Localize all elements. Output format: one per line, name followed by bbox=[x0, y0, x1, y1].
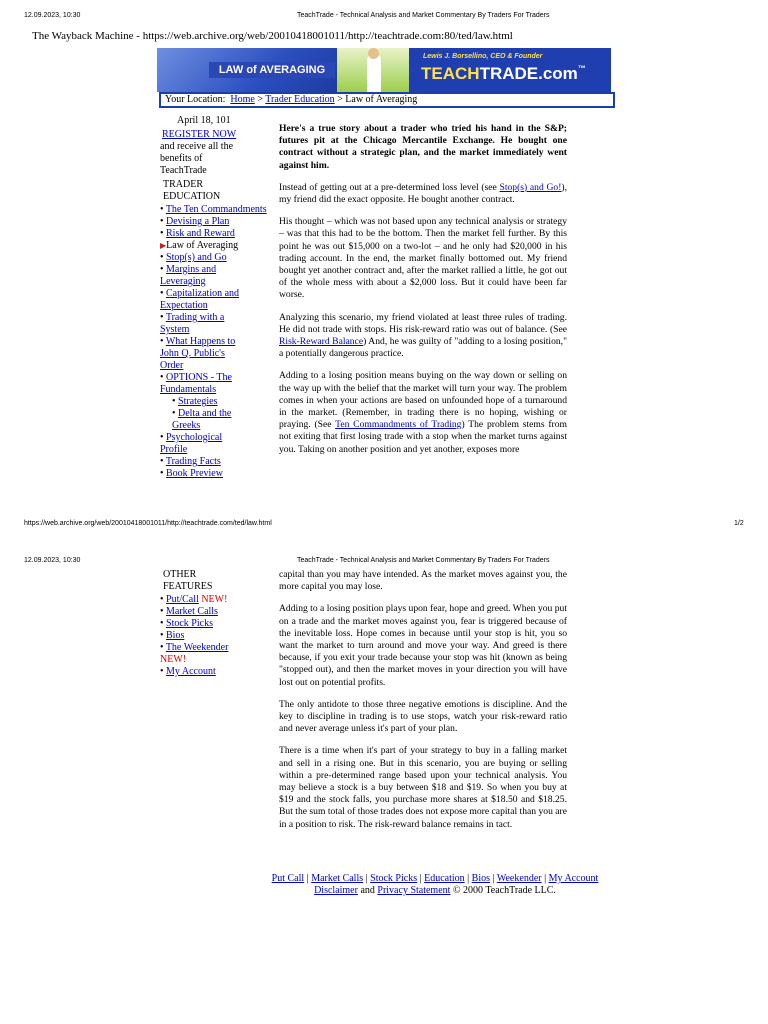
nav-link[interactable]: What Happens to John Q. Public's Order bbox=[160, 336, 236, 371]
nav-item-stock-picks[interactable]: • Stock Picks bbox=[160, 618, 213, 629]
nav-item-book-preview[interactable]: • Book Preview bbox=[160, 468, 223, 479]
print-page-number: 1/2 bbox=[734, 520, 744, 527]
nav-item-bios[interactable]: • Bios bbox=[160, 630, 185, 641]
risk-reward-link[interactable]: Risk-Reward Balance bbox=[279, 336, 364, 348]
nav-item-psych-profile[interactable]: • Psychological Profile bbox=[160, 432, 223, 455]
nav-current-label: Law of Averaging bbox=[166, 240, 239, 251]
nav-item-devising-plan[interactable]: • Devising a Plan bbox=[160, 216, 230, 227]
nav-link[interactable]: My Account bbox=[166, 666, 216, 677]
breadcrumb-sep: > bbox=[257, 94, 263, 105]
nav-item-strategies[interactable]: • Strategies bbox=[172, 396, 218, 407]
sidebar bbox=[160, 115, 270, 480]
print-doc-title: TeachTrade - Technical Analysis and Market Commentary By Traders For Traders bbox=[297, 12, 550, 19]
privacy-link[interactable]: Privacy Statement bbox=[377, 885, 451, 896]
article-paragraph: There is a time when it's part of your strategy to buy in a falling market and sell in a rising one. But in this scenario, you are buying or selling within a pre-determined range based upon your technical analysis. You may believe a stock is a buy between $18 and $19. So when you buy at $19 and the stock falls, you purchase more shares at $18.50 and $18.25. But the sum total of those trades does not expose more capital than you are in a position to risk. The risk-reward balance remains in tact. bbox=[279, 745, 567, 830]
article-body-continued bbox=[279, 569, 567, 841]
nav-item-weekender[interactable]: • The Weekender bbox=[160, 642, 229, 653]
register-link[interactable]: REGISTER NOW bbox=[162, 129, 237, 140]
text-span: Adding to a losing position means buying on the way down or selling on the way up with the belief that the market will turn your way. The problem comes in when your actions are based on unfounded hope of a turnaround in the market. (Remember, in trading there is no hoping, wishing or praying. (See bbox=[279, 370, 567, 431]
stops-and-go-link[interactable]: Stop(s) and Go! bbox=[499, 181, 562, 193]
footer-sep: | bbox=[467, 873, 470, 884]
section-other-features: OTHER FEATURES bbox=[163, 569, 213, 592]
print-url: https://web.archive.org/web/20010418001011/http://teachtrade.com/ted/law.html bbox=[24, 520, 272, 527]
footer-link-stock-picks[interactable]: Stock Picks bbox=[370, 873, 418, 884]
nav-link[interactable]: Trading with a System bbox=[160, 312, 225, 335]
text-span: ), my friend did the exact opposite. He bought another contract. bbox=[279, 181, 567, 206]
nav-item-trading-facts[interactable]: • Trading Facts bbox=[160, 456, 221, 467]
article-paragraph: Adding to a losing position plays upon fear, hope and greed. When you put on a trade and the market moves against you, fear is triggered because of the inevitable loss. Hope comes in because until your stop is hit, you so want the market to turn around and move your way. And greed is there because, if you exit your trade because your stop was hit (known as being "stopped out), and then the market moves in your direction you will have lost out on potential profits. bbox=[279, 603, 567, 688]
footer-sep: | bbox=[419, 873, 422, 884]
footer-and: and bbox=[360, 885, 375, 896]
nav-item-capitalization[interactable]: • Capitalization and Expectation bbox=[160, 288, 240, 311]
nav-link[interactable]: Margins and Leveraging bbox=[160, 264, 217, 287]
nav-link[interactable]: The Ten Commandments bbox=[165, 204, 267, 215]
page-banner bbox=[157, 48, 611, 92]
new-badge: NEW! bbox=[160, 654, 187, 665]
breadcrumb-current: Law of Averaging bbox=[345, 94, 418, 105]
nav-link[interactable]: Bios bbox=[166, 630, 185, 641]
logo-teach: TEACH bbox=[421, 64, 480, 83]
article-body bbox=[279, 123, 567, 466]
sidebar-date: April 18, 101 bbox=[177, 115, 231, 126]
banner-ceo: Lewis J. Borsellino, CEO & Founder bbox=[423, 53, 543, 60]
founder-figure bbox=[367, 54, 381, 92]
wayback-line: The Wayback Machine - https://web.archive.org/web/20010418001011/http://teachtrade.com:80/ted/law.html bbox=[32, 30, 513, 42]
text-span: ) And, he was guilty of "adding to a losing position," a potentially dangerous practice. bbox=[279, 336, 567, 360]
footer-link-weekender[interactable]: Weekender bbox=[496, 873, 542, 884]
nav-item-ten-commandments[interactable]: • The Ten Commandments bbox=[160, 204, 267, 215]
print-doc-title: TeachTrade - Technical Analysis and Market Commentary By Traders For Traders bbox=[297, 557, 550, 564]
footer-sep: | bbox=[492, 873, 495, 884]
nav-link[interactable]: OPTIONS - The Fundamentals bbox=[160, 372, 232, 395]
nav-link[interactable]: Stop(s) and Go bbox=[166, 252, 227, 263]
footer-link-market-calls[interactable]: Market Calls bbox=[311, 873, 364, 884]
footer-link-bios[interactable]: Bios bbox=[471, 873, 491, 884]
nav-item-delta-greeks[interactable]: • Delta and the Greeks bbox=[172, 408, 232, 431]
nav-link[interactable]: The Weekender bbox=[165, 642, 229, 653]
breadcrumb bbox=[159, 92, 615, 108]
nav-link[interactable]: Risk and Reward bbox=[166, 228, 235, 239]
nav-link[interactable]: Market Calls bbox=[166, 606, 218, 617]
nav-link[interactable]: Strategies bbox=[178, 396, 218, 407]
footer-link-my-account[interactable]: My Account bbox=[548, 873, 599, 884]
breadcrumb-sep: > bbox=[337, 94, 343, 105]
breadcrumb-label: Your Location: bbox=[165, 94, 226, 105]
nav-link[interactable]: Psychological Profile bbox=[160, 432, 223, 455]
banner-title: LAW of AVERAGING bbox=[209, 62, 335, 78]
text-span: ) The problem stems from not exiting that first losing trade with a stop when the market turns against you. Taking on another position and yet another, exposes more bbox=[279, 419, 567, 455]
nav-item-market-calls[interactable]: • Market Calls bbox=[160, 606, 218, 617]
founder-head bbox=[368, 48, 379, 59]
logo-trade: TRADE.com bbox=[479, 64, 578, 83]
nav-item-risk-reward[interactable]: • Risk and Reward bbox=[160, 228, 235, 239]
sidebar-other-features bbox=[160, 569, 270, 678]
article-paragraph bbox=[279, 312, 567, 361]
footer-sep: | bbox=[306, 873, 309, 884]
founder-photo bbox=[337, 48, 409, 92]
text-span: Analyzing this scenario, my friend violated at least three rules of trading. He did not trade with stops. His risk-reward ratio was out of balance. (See bbox=[279, 311, 567, 335]
banner-brand bbox=[409, 48, 611, 92]
text-span: Instead of getting out at a pre-determined loss level (see bbox=[279, 181, 500, 193]
new-badge: NEW! bbox=[201, 594, 228, 605]
disclaimer-link[interactable]: Disclaimer bbox=[314, 885, 358, 896]
footer-link-education[interactable]: Education bbox=[424, 873, 465, 884]
nav-item-john-q[interactable]: • What Happens to John Q. Public's Order bbox=[160, 336, 236, 371]
footer-sep: | bbox=[365, 873, 368, 884]
print-datetime: 12.09.2023, 10:30 bbox=[24, 557, 81, 564]
nav-link[interactable]: Trading Facts bbox=[165, 456, 221, 467]
article-paragraph: The only antidote to those three negative emotions is discipline. And the key to discipline in trading is to use stops, watch your risk-reward ratio and never average unless it's part of your plan. bbox=[279, 698, 567, 735]
breadcrumb-education[interactable]: Trader Education bbox=[265, 94, 335, 105]
footer-links bbox=[270, 873, 600, 897]
nav-link[interactable]: Delta and the Greeks bbox=[172, 408, 232, 431]
article-paragraph bbox=[279, 370, 567, 455]
breadcrumb-home[interactable]: Home bbox=[230, 94, 255, 105]
site-logo[interactable] bbox=[421, 64, 586, 84]
nav-item-trading-system[interactable]: • Trading with a System bbox=[160, 312, 225, 335]
register-note: and receive all the benefits of TeachTrade bbox=[160, 141, 234, 176]
section-trader-education: TRADER EDUCATION bbox=[163, 179, 221, 202]
article-paragraph: His thought – which was not based upon any technical analysis or strategy – was that this had to be the bottom. Then the market fell further. By this point he was out $15,000 on a two-lot – and he only had $20,000 in his trading account. In the end, the market finally bottomed out. My friend bought yet another contract and, after the market rallied a little, he got out of the whole mess with about a $2,000 loss. But it could have been far worse. bbox=[279, 216, 567, 301]
logo-tm: ™ bbox=[577, 64, 586, 73]
current-arrow-icon: ▶ bbox=[160, 241, 167, 250]
nav-link[interactable]: Capitalization and Expectation bbox=[160, 288, 240, 311]
nav-item-put-call[interactable]: • Put/Call NEW! bbox=[160, 594, 228, 605]
nav-link[interactable]: Put/Call bbox=[166, 594, 199, 605]
nav-item-options[interactable]: • OPTIONS - The Fundamentals bbox=[160, 372, 232, 395]
ten-commandments-link[interactable]: Ten Commandments of Trading bbox=[335, 419, 462, 431]
article-intro: Here's a true story about a trader who tried his hand in the S&P; futures pit at the Chicago Mercantile Exchange. He bought one contract without a strategic plan, and the market immediately went against him. bbox=[279, 123, 567, 171]
print-datetime: 12.09.2023, 10:30 bbox=[24, 12, 81, 19]
article-paragraph bbox=[279, 182, 567, 206]
nav-link[interactable]: Devising a Plan bbox=[166, 216, 230, 227]
footer-link-put-call[interactable]: Put Call bbox=[271, 873, 305, 884]
copyright: © 2000 TeachTrade LLC. bbox=[452, 885, 556, 896]
nav-item-my-account[interactable]: • My Account bbox=[160, 666, 216, 677]
nav-item-law-averaging bbox=[160, 240, 270, 252]
nav-link[interactable]: Stock Picks bbox=[166, 618, 213, 629]
footer-sep: | bbox=[544, 873, 547, 884]
nav-item-margins[interactable]: • Margins and Leveraging bbox=[160, 264, 217, 287]
article-paragraph: capital than you may have intended. As the market moves against you, the more capital you may lose. bbox=[279, 569, 567, 593]
nav-item-stops-go[interactable]: • Stop(s) and Go bbox=[160, 252, 227, 263]
nav-link[interactable]: Book Preview bbox=[166, 468, 223, 479]
